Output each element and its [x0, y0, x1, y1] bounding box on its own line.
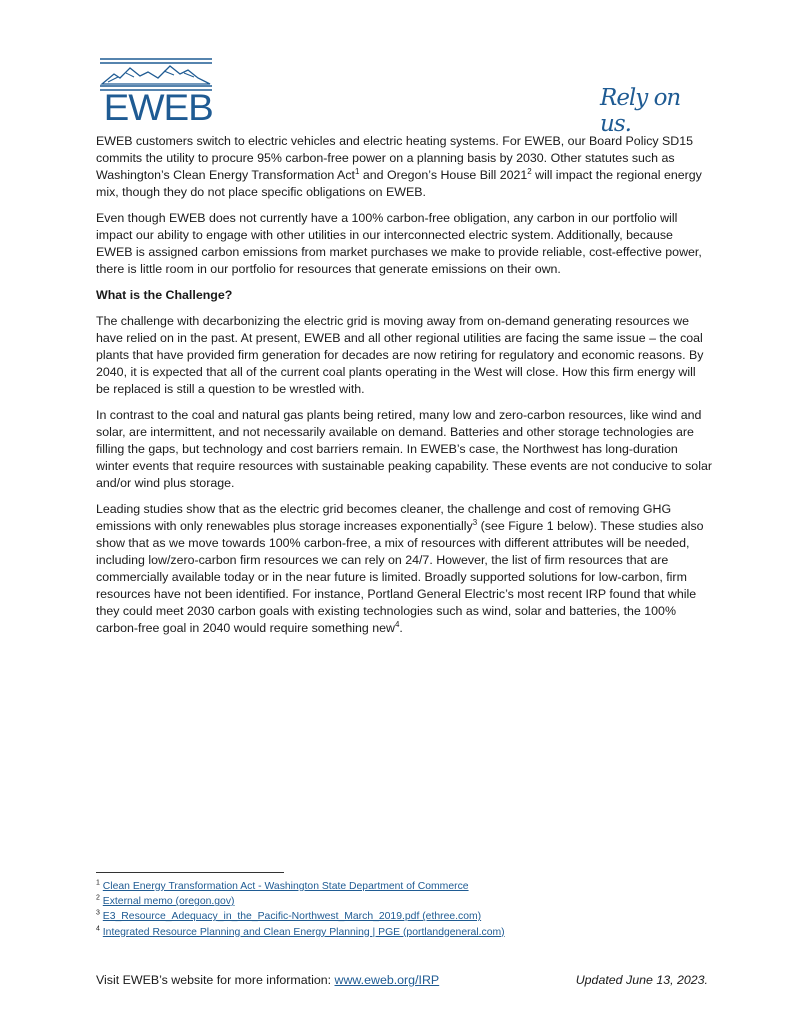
website-link[interactable]: www.eweb.org/IRP — [334, 973, 440, 987]
logo-wordmark: EWEB — [103, 87, 213, 128]
section-heading: What is the Challenge? — [96, 288, 233, 302]
paragraph-5: Leading studies show that as the electric grid becomes cleaner, the challenge and cost of removing GHG emissions with only renewables plus storage increases exponentially$^3$ (see Figure 1 below). These studies also show that as we move towards 100% carbon-free, a mix of resources with different attributes will be needed, including low/zero-carbon firm resources we can rely on 24/7. However, the list of firm resources that are commercially available today or in the near future is limited. Broadly supported solutions for low-carbon, firm resources have not been identified. For instance, Portland General Electric’s most recent IRP found that while they could meet 2030 carbon goals with existing technologies such as wind, solar and batteries, the 100% carbon-free goal in 2040 would require something new$^4$. — [96, 502, 704, 635]
footnote-item: $^4$ Integrated Resource Planning and Clean Energy Planning | PGE (portlandgeneral.com) — [96, 925, 505, 938]
paragraph-4: In contrast to the coal and natural gas plants being retired, many low and zero-carbon resources, like wind and solar, are intermittent, and not necessarily available on demand. Batteries and other storage technologies are filling the gaps, but technology and cost barriers remain. In EWEB’s case, the Northwest has long-duration winter events that require resources with sustainable peaking capability. These events are not conducive to solar and/or wind plus storage. — [96, 408, 712, 490]
updated-date: Updated June 13, 2023. — [575, 973, 708, 987]
footnote-link[interactable]: E3_Resource_Adequacy_in_the_Pacific-Northwest_March_2019.pdf (ethree.com) — [102, 911, 482, 923]
paragraph-2: Even though EWEB does not currently have a 100% carbon-free obligation, any carbon in our portfolio will impact our ability to engage with other utilities in our interconnected electric system. Additionally, because EWEB is assigned carbon emissions from market purchases we make to provide reliable, cost-effective power, there is little room in our portfolio for resources that generate emissions on their own. — [96, 211, 702, 276]
footer-visit-text: Visit EWEB’s website for more information: — [96, 973, 335, 987]
footnote-item: $^2$ External memo (oregon.gov) — [96, 894, 235, 908]
footnote-link[interactable]: Clean Energy Transformation Act - Washington State Department of Commerce — [102, 881, 469, 892]
footnotes — [96, 879, 712, 940]
body-content — [96, 133, 712, 646]
tagline-logo: Rely on us. — [600, 85, 681, 137]
footnote-divider — [96, 872, 284, 873]
footnote-item: $^3$ E3_Resource_Adequacy_in_the_Pacific-Northwest_March_2019.pdf (ethree.com) — [96, 909, 482, 923]
page-footer — [96, 972, 708, 989]
footnote-item: $^1$ Clean Energy Transformation Act - Washington State Department of Commerce — [96, 879, 469, 892]
footnote-ref-3: 3 — [472, 517, 478, 527]
footnote-ref-4: 4 — [394, 619, 400, 629]
paragraph-1: EWEB customers switch to electric vehicles and electric heating systems. For EWEB, our Board Policy SD15 commits the utility to procure 95% carbon-free power on a planning basis by 2030. Other statutes such as Washington’s Clean Energy Transformation Act$^1$ and Oregon’s House Bill 2021$^2$ will impact the regional energy mix, though they do not place specific obligations on EWEB. — [96, 134, 702, 199]
footnote-link[interactable]: External memo (oregon.gov) — [102, 896, 235, 908]
footnote-link[interactable]: Integrated Resource Planning and Clean Energy Planning | PGE (portlandgeneral.com) — [102, 926, 505, 938]
footnote-ref-2: 2 — [527, 166, 532, 176]
paragraph-3: The challenge with decarbonizing the electric grid is moving away from on-demand generating resources we have relied on in the past. At present, EWEB and all other regional utilities are facing the same issue – the coal plants that have provided firm generation for decades are now retiring for regulatory and economic reasons. By 2040, it is expected that all of the current coal plants operating in the West will close. How this firm energy will be replaced is still a question to be wrestled with. — [96, 314, 704, 396]
footnote-ref-1: 1 — [354, 166, 360, 176]
eweb-logo — [100, 58, 212, 128]
